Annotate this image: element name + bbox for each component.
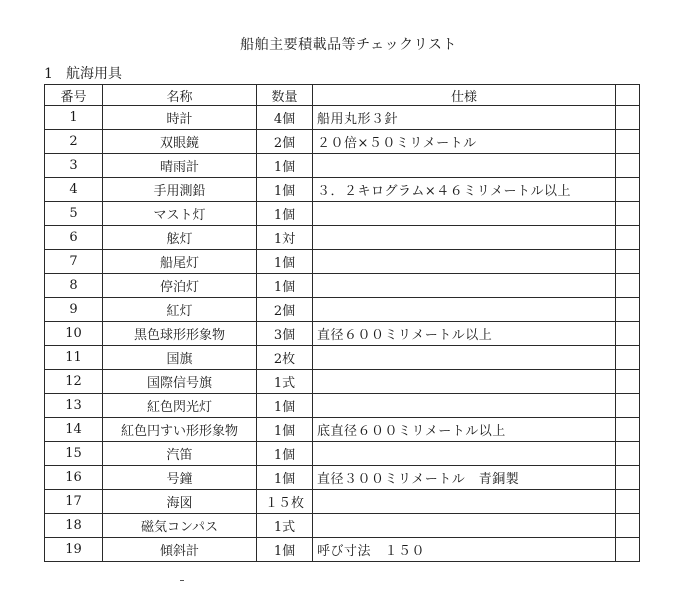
- table-row: [45, 466, 640, 490]
- cell-qty: １５枚: [257, 490, 313, 514]
- cell-spec: ３．２キログラム×４６ミリメートル以上: [313, 178, 616, 202]
- cell-no: 14: [45, 418, 103, 442]
- cell-spec: [313, 250, 616, 274]
- header-blank: [616, 85, 640, 106]
- cell-no: 2: [45, 130, 103, 154]
- cell-blank: [616, 178, 640, 202]
- document-title: 船舶主要積載品等チェックリスト: [240, 37, 457, 53]
- cell-qty: 1個: [257, 178, 313, 202]
- table-row: [45, 154, 640, 178]
- header-no: 番号: [45, 85, 103, 106]
- cell-name: マスト灯: [103, 202, 257, 226]
- cell-no: 15: [45, 442, 103, 466]
- cell-name: 号鐘: [103, 466, 257, 490]
- cell-name: 時計: [103, 106, 257, 130]
- cell-spec: ２０倍×５０ミリメートル: [313, 130, 616, 154]
- cell-no: 3: [45, 154, 103, 178]
- cell-no: 19: [45, 538, 103, 562]
- cell-name: 船尾灯: [103, 250, 257, 274]
- cell-qty: 1個: [257, 154, 313, 178]
- cell-no: 5: [45, 202, 103, 226]
- cell-blank: [616, 418, 640, 442]
- cell-no: 16: [45, 466, 103, 490]
- cell-name: 傾斜計: [103, 538, 257, 562]
- table-row: [45, 106, 640, 130]
- cell-qty: 1個: [257, 418, 313, 442]
- cell-qty: 1個: [257, 274, 313, 298]
- cell-spec: 呼び寸法 １５０: [313, 538, 616, 562]
- cell-spec: [313, 490, 616, 514]
- table-row: [45, 442, 640, 466]
- table-row: [45, 370, 640, 394]
- cell-blank: [616, 130, 640, 154]
- cell-no: 6: [45, 226, 103, 250]
- cell-qty: 4個: [257, 106, 313, 130]
- cell-qty: 2枚: [257, 346, 313, 370]
- cell-name: 国際信号旗: [103, 370, 257, 394]
- section-number: 1: [44, 66, 53, 82]
- cell-no: 9: [45, 298, 103, 322]
- table-body: [45, 106, 640, 562]
- cell-name: 停泊灯: [103, 274, 257, 298]
- cell-qty: 1個: [257, 442, 313, 466]
- cell-no: 8: [45, 274, 103, 298]
- cell-blank: [616, 346, 640, 370]
- cell-spec: [313, 370, 616, 394]
- cell-spec: 直径６００ミリメートル以上: [313, 322, 616, 346]
- cell-name: 双眼鏡: [103, 130, 257, 154]
- table-row: [45, 418, 640, 442]
- cell-name: 手用測鉛: [103, 178, 257, 202]
- section-title: 航海用具: [66, 66, 122, 82]
- cell-qty: 1個: [257, 538, 313, 562]
- cell-qty: 2個: [257, 298, 313, 322]
- cell-blank: [616, 370, 640, 394]
- header-qty: 数量: [257, 85, 313, 106]
- cell-spec: [313, 514, 616, 538]
- cell-name: 紅灯: [103, 298, 257, 322]
- cell-no: 4: [45, 178, 103, 202]
- table-row: [45, 274, 640, 298]
- cell-name: 黒色球形形象物: [103, 322, 257, 346]
- cell-spec: 直径３００ミリメートル 青銅製: [313, 466, 616, 490]
- table-header-row: [45, 85, 640, 106]
- table-row: [45, 322, 640, 346]
- cell-blank: [616, 466, 640, 490]
- cell-no: 12: [45, 370, 103, 394]
- cell-spec: 底直径６００ミリメートル以上: [313, 418, 616, 442]
- cell-spec: [313, 154, 616, 178]
- cell-blank: [616, 442, 640, 466]
- cell-blank: [616, 250, 640, 274]
- cell-no: 17: [45, 490, 103, 514]
- cell-qty: 1個: [257, 466, 313, 490]
- cell-blank: [616, 490, 640, 514]
- cell-no: 7: [45, 250, 103, 274]
- cell-qty: 2個: [257, 130, 313, 154]
- cell-blank: [616, 274, 640, 298]
- table-row: [45, 394, 640, 418]
- header-spec: 仕様: [313, 85, 616, 106]
- cell-blank: [616, 202, 640, 226]
- cell-blank: [616, 538, 640, 562]
- table-row: [45, 538, 640, 562]
- cell-qty: 1式: [257, 370, 313, 394]
- table-row: [45, 202, 640, 226]
- cell-name: 磁気コンパス: [103, 514, 257, 538]
- cell-blank: [616, 322, 640, 346]
- table-row: [45, 226, 640, 250]
- cell-name: 紅色閃光灯: [103, 394, 257, 418]
- table-row: [45, 250, 640, 274]
- cell-qty: 3個: [257, 322, 313, 346]
- cell-qty: 1式: [257, 514, 313, 538]
- checklist-table: [44, 84, 640, 562]
- cell-blank: [616, 514, 640, 538]
- cell-blank: [616, 394, 640, 418]
- cell-no: 11: [45, 346, 103, 370]
- table-row: [45, 490, 640, 514]
- cell-name: 晴雨計: [103, 154, 257, 178]
- cell-no: 18: [45, 514, 103, 538]
- table-row: [45, 346, 640, 370]
- header-name: 名称: [103, 85, 257, 106]
- cell-spec: [313, 394, 616, 418]
- stray-mark: [180, 580, 184, 581]
- cell-spec: [313, 346, 616, 370]
- cell-blank: [616, 106, 640, 130]
- section-heading: [44, 63, 122, 83]
- cell-qty: 1個: [257, 202, 313, 226]
- cell-qty: 1対: [257, 226, 313, 250]
- cell-spec: [313, 298, 616, 322]
- table-row: [45, 298, 640, 322]
- cell-name: 海図: [103, 490, 257, 514]
- cell-name: 紅色円すい形形象物: [103, 418, 257, 442]
- cell-no: 1: [45, 106, 103, 130]
- cell-spec: 船用丸形３針: [313, 106, 616, 130]
- cell-name: 国旗: [103, 346, 257, 370]
- cell-blank: [616, 298, 640, 322]
- table-row: [45, 130, 640, 154]
- table-row: [45, 514, 640, 538]
- cell-name: 汽笛: [103, 442, 257, 466]
- cell-no: 10: [45, 322, 103, 346]
- cell-blank: [616, 226, 640, 250]
- table-row: [45, 178, 640, 202]
- cell-no: 13: [45, 394, 103, 418]
- cell-spec: [313, 274, 616, 298]
- cell-qty: 1個: [257, 250, 313, 274]
- cell-spec: [313, 442, 616, 466]
- cell-spec: [313, 202, 616, 226]
- cell-spec: [313, 226, 616, 250]
- cell-name: 舷灯: [103, 226, 257, 250]
- cell-qty: 1個: [257, 394, 313, 418]
- cell-blank: [616, 154, 640, 178]
